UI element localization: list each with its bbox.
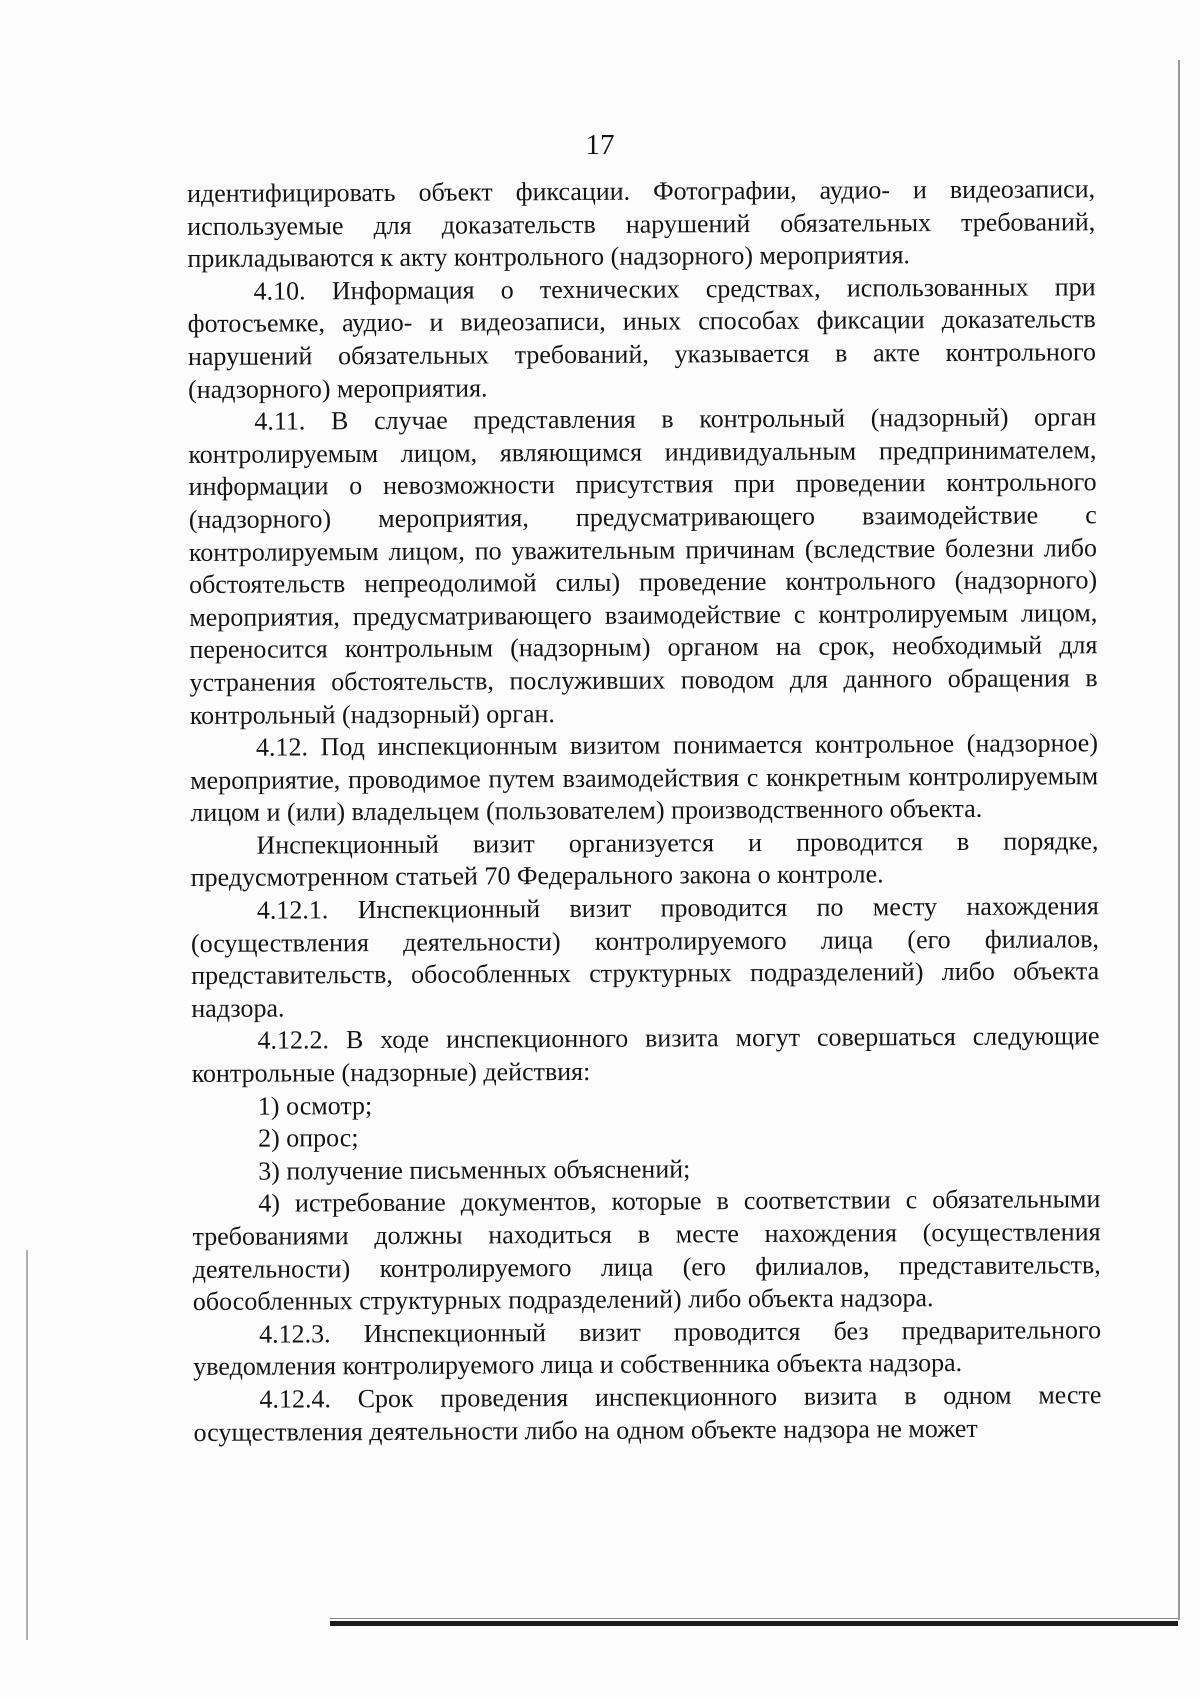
paragraph-4-11: 4.11. В случае представления в контрольный (надзорный) орган контролируемым лицом, являющимся индивидуальным предпринимателем, информации о невозможности присутствия при проведении контрольного (надзорного) мероприятия, предусматривающего взаимодействие с контролируемым лицом, по уважительным причинам (вследствие болезни либо обстоятельств непреодолимой силы) проведение контрольного (надзорного) мероприятия, предусматривающего взаимодействие с контролируемым лицом, переносится контрольным (надзорным) органом на срок, необходимый для устранения обстоятельств, послуживших поводом для данного обращения в контрольный (надзорный) орган. <box>188 402 1098 730</box>
scan-edge-left <box>26 1250 28 1640</box>
list-item-written-explanations: 3) получение письменных объяснений; <box>258 1154 691 1186</box>
paragraph-continuation: идентифицировать объект фиксации. Фотографии, аудио- и видеозаписи, используемые для доказательств нарушений обязательных требований, прикладываются к акту контрольного (надзорного) мероприятия. <box>187 174 1096 274</box>
paragraph-4-12-1: 4.12.1. Инспекционный визит проводится по месту нахождения (осуществления деятельности) контролируемого лица (его филиалов, представительств, обособленных структурных подразделений) либо объекта надзора. <box>190 891 1100 1023</box>
list-item-inspection: 1) осмотр; <box>257 1090 373 1121</box>
list-item-survey: 2) опрос; <box>257 1123 359 1153</box>
bottom-rule-thin <box>330 1618 1178 1619</box>
paragraph-4-12-3: 4.12.3. Инспекционный визит проводится без предварительного уведомления контролируемого лица и собственника объекта надзора. <box>193 1315 1102 1382</box>
paragraph-4-10: 4.10. Информация о технических средствах, использованных при фотосъемке, аудио- и видеозаписи, иных способах фиксации доказательств нарушений обязательных требований, указывается в акте контрольного (надзорного) мероприятия. <box>187 272 1096 404</box>
paragraph-4-12: 4.12. Под инспекционным визитом понимается контрольное (надзорное) мероприятие, проводимое путем взаимодействия с конкретным контролируемым лицом и (или) владельцем (пользователем) производственного объекта. <box>190 728 1099 828</box>
scan-edge-right <box>1178 60 1180 1620</box>
paragraph-4-12-4: 4.12.4. Срок проведения инспекционного визита в одном месте осуществления деятельности либо на одном объекте надзора не может <box>193 1380 1102 1447</box>
document-body <box>187 173 1102 1449</box>
paragraph-inspection-visit: Инспекционный визит организуется и проводится в порядке, предусмотренном статьей 70 Федерального закона о контроле. <box>190 826 1099 893</box>
list-item-document-request: 4) истребование документов, которые в соответствии с обязательными требованиями должны находиться в месте нахождения (осуществления деятельности) контролируемого лица (его филиалов, представительств, обособленных структурных подразделений) либо объекта надзора. <box>192 1184 1101 1317</box>
paragraph-4-12-2: 4.12.2. В ходе инспекционного визита могут совершаться следующие контрольные (надзорные) действия: <box>191 1021 1100 1089</box>
bottom-rule <box>330 1621 1178 1626</box>
page-number: 17 <box>585 129 615 161</box>
